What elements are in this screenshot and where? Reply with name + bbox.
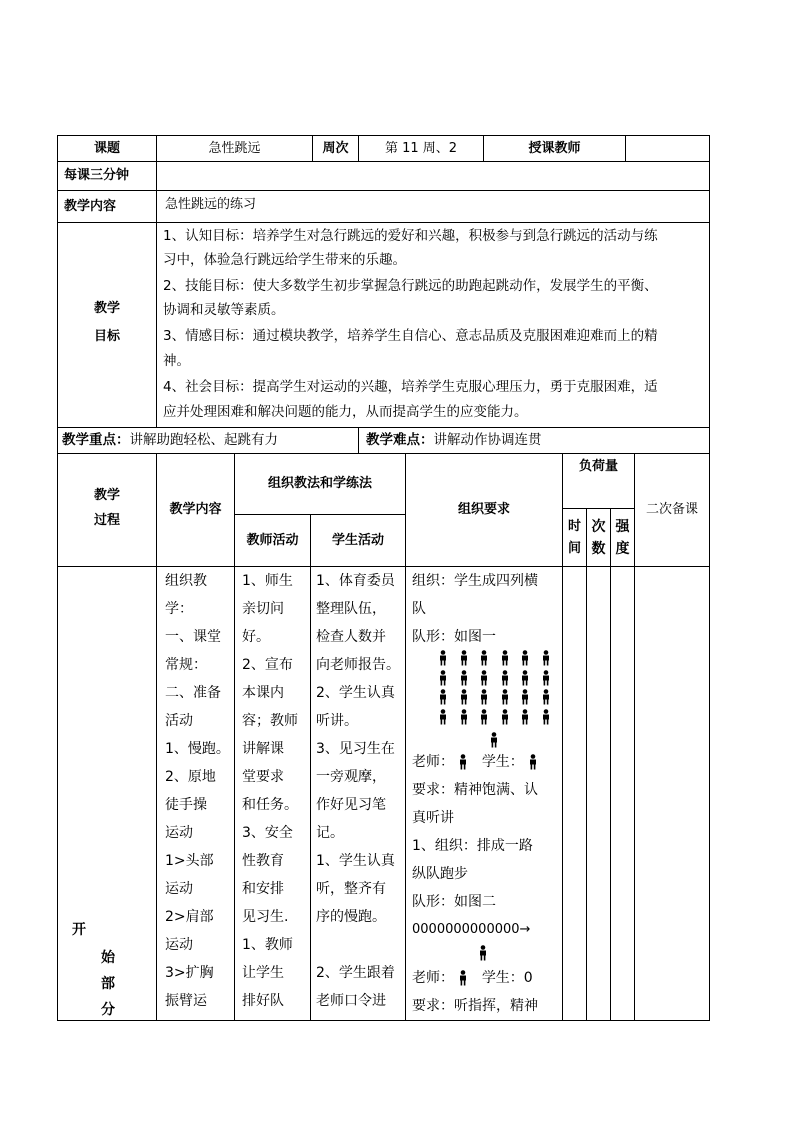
teacher-activity-line: 让学生 [242,965,284,981]
teacher-icon-2 [458,970,468,986]
teacher-activity-line: 亲切问 [242,601,284,617]
student-figure [479,670,489,686]
content-line: 1>头部 [165,853,214,869]
student-figure [479,709,489,725]
intensity-header-1: 强 [615,519,630,535]
teacher-activity-line: 1、师生 [242,573,293,589]
student-figure [520,670,530,686]
content-line: 徒手操 [165,797,207,813]
teacher-activity-header: 教师活动 [246,532,299,548]
requirements-header: 组织要求 [457,502,510,517]
student-activity-line: 1、体育委员 [316,573,395,589]
teacher-activity-line: 排好队 [242,993,284,1009]
methods-header: 组织教法和学练法 [267,476,372,491]
legend-1 [412,748,561,776]
content-line: 一、课堂 [165,629,221,645]
req-formation-1: 队形：如图一 [412,629,496,645]
student-figure [500,689,510,705]
student-activity-line: 老师口令进 [316,993,386,1009]
teacher-activity-line: 容；教师 [242,713,298,729]
teacher-value [626,136,709,161]
teacher-activity-line: 和安排 [242,881,284,897]
three-minutes-value [157,162,709,190]
goals-label-1: 教学 [93,301,120,316]
count-header-2: 数 [591,541,606,557]
content-line: 活动 [165,713,193,729]
content-line: 振臂运 [165,993,207,1009]
student-activity-line: 听，整齐有 [316,881,386,897]
count-header-1: 次 [591,519,606,535]
student-activity-line: 检查人数并 [316,629,386,645]
content-line: 3>扩胸 [165,965,214,981]
key-point-label: 教学重点： [62,432,130,448]
teacher-activity-line: 1、教师 [242,937,293,953]
req-org2-2: 纵队跑步 [412,866,468,882]
process-label-1: 教学 [93,488,120,503]
student-figure [438,650,448,666]
student-column [316,567,404,1015]
student-activity-line: 听讲。 [316,713,358,729]
student-icon [528,754,538,770]
teacher-label: 授课教师 [528,140,581,156]
student-activity-line: 2、学生认真 [316,685,395,701]
content-line: 1、慢跑。 [165,741,230,757]
legend2-teacher-label: 老师： [412,970,454,986]
content-line: 常规： [165,657,207,673]
student-activity-line [316,931,404,959]
section-char-4: 分 [101,1002,115,1018]
req-org2-1: 1、组织：排成一路 [412,838,533,854]
goal-line-2: 习中，体验急行跳远给学生带来的乐趣。 [163,252,406,268]
process-label-2: 过程 [93,513,120,528]
teacher-activity-line: 和任务。 [242,797,298,813]
req-org: 组织：学生成四列横 [412,573,538,589]
teacher-figure-2 [478,945,488,961]
teacher-activity-line: 堂要求 [242,769,284,785]
content-line: 2>肩部 [165,909,214,925]
student-figure [479,689,489,705]
content-line: 运动 [165,881,193,897]
student-figure [500,650,510,666]
difficulty-point [366,429,706,451]
student-figure [459,709,469,725]
legend2-student-label: 学生：0 [481,970,533,986]
teacher-activity-line: 2、宣布 [242,657,293,673]
req-org-2: 队 [412,601,426,617]
content-line: 运动 [165,937,193,953]
content-column [165,567,233,1015]
content-line: 2、原地 [165,769,216,785]
difficulty-value: 讲解动作协调连贯 [433,432,542,448]
goal-line-6: 神。 [163,353,190,369]
student-figure [541,689,551,705]
difficulty-label: 教学难点： [366,432,434,448]
teacher-activity-line: 3、安全 [242,825,293,841]
student-activity-line: 记。 [316,825,344,841]
student-figure [520,689,530,705]
formation-diagram-1 [438,650,558,750]
requirements-column-2 [412,776,561,944]
student-figure [459,650,469,666]
goal-line-8: 应并处理困难和解决问题的能力，从而提高学生的应变能力。 [163,404,528,420]
count-header [587,516,610,560]
goal-line-4: 协调和灵敏等素质。 [163,302,285,318]
student-figure [438,709,448,725]
time-header-2: 间 [567,541,581,556]
student-figure [541,670,551,686]
student-figure [438,670,448,686]
teacher-activity-line: 好。 [242,629,270,645]
three-minutes-label: 每课三分钟 [64,168,130,183]
student-activity-line: 序的慢跑。 [316,909,386,925]
teacher-activity-line: 本课内 [242,685,284,701]
student-figure [520,709,530,725]
req-listen: 要求：听指挥，精神 [412,998,538,1014]
student-activity-line: 向老师报告。 [316,657,400,673]
week-label: 周次 [322,140,349,156]
student-figure [459,670,469,686]
content-value: 急性跳远的练习 [165,196,257,212]
teacher-activity-line: 讲解课 [242,741,284,757]
content-line: 运动 [165,825,193,841]
goal-line-1: 1、认知目标：培养学生对急行跳远的爱好和兴趣，积极参与到急行跳远的活动与练 [163,228,658,244]
student-figure [500,709,510,725]
content-line: 二、准备 [165,685,221,701]
time-header-1: 时 [567,519,581,534]
week-value: 第 11 周、2 [384,140,458,156]
student-activity-line: 3、见习生在 [316,741,395,757]
student-figure [438,689,448,705]
section-char-1: 开 [72,922,86,938]
req-spirit-2: 真听讲 [412,810,454,826]
student-activity-line: 作好见习笔 [316,797,386,813]
req-zeros: 0000000000000→ [412,922,531,937]
content-line: 组织教 [165,573,207,589]
student-figure [520,650,530,666]
legend-student-label: 学生： [481,754,524,770]
key-point [62,429,357,451]
student-activity-line: 整理队伍， [316,601,386,617]
teacher-figure [489,732,499,748]
student-figure [459,689,469,705]
student-activity-header: 学生活动 [331,532,384,548]
topic-value: 急性跳远 [208,140,261,156]
req-formation-2: 队形：如图二 [412,894,496,910]
intensity-header-2: 度 [615,541,630,557]
content-label: 教学内容 [64,198,117,214]
requirements-column [412,567,561,651]
time-header [563,516,586,560]
teacher-column [242,567,308,1015]
content-column-header: 教学内容 [169,502,222,517]
teacher-activity-line: 见习生. [242,909,289,925]
teacher-icon [458,754,468,770]
student-figure [479,650,489,666]
student-figure [541,709,551,725]
goal-line-7: 4、社会目标：提高学生对运动的兴趣，培养学生克服心理压力，勇于克服困难，适 [163,379,658,395]
section-char-3: 部 [101,976,115,992]
intensity-header [611,516,634,560]
student-activity-line: 1、学生认真 [316,853,395,869]
secondary-prep-header: 二次备课 [645,502,698,517]
legend-2 [412,964,561,992]
goal-line-5: 3、情感目标：通过模块教学，培养学生自信心、意志品质及克服困难迎难而上的精 [163,328,658,344]
goals-label-2: 目标 [93,329,120,344]
student-activity-line: 2、学生跟着 [316,965,395,981]
student-activity-line: 一旁观摩， [316,769,386,785]
student-figure [500,670,510,686]
section-char-2: 始 [101,950,115,966]
teacher-activity-line: 性教育 [242,853,284,869]
topic-label: 课题 [93,140,120,156]
key-point-value: 讲解助跑轻松、起跳有力 [129,432,278,448]
req-spirit: 要求：精神饱满、认 [412,782,538,798]
legend-teacher-label: 老师： [412,754,454,770]
goal-line-3: 2、技能目标：使大多数学生初步掌握急行跳远的助跑起跳动作，发展学生的平衡、 [163,278,658,294]
load-header: 负荷量 [578,459,618,474]
student-figure [541,650,551,666]
content-line: 学： [165,601,193,617]
